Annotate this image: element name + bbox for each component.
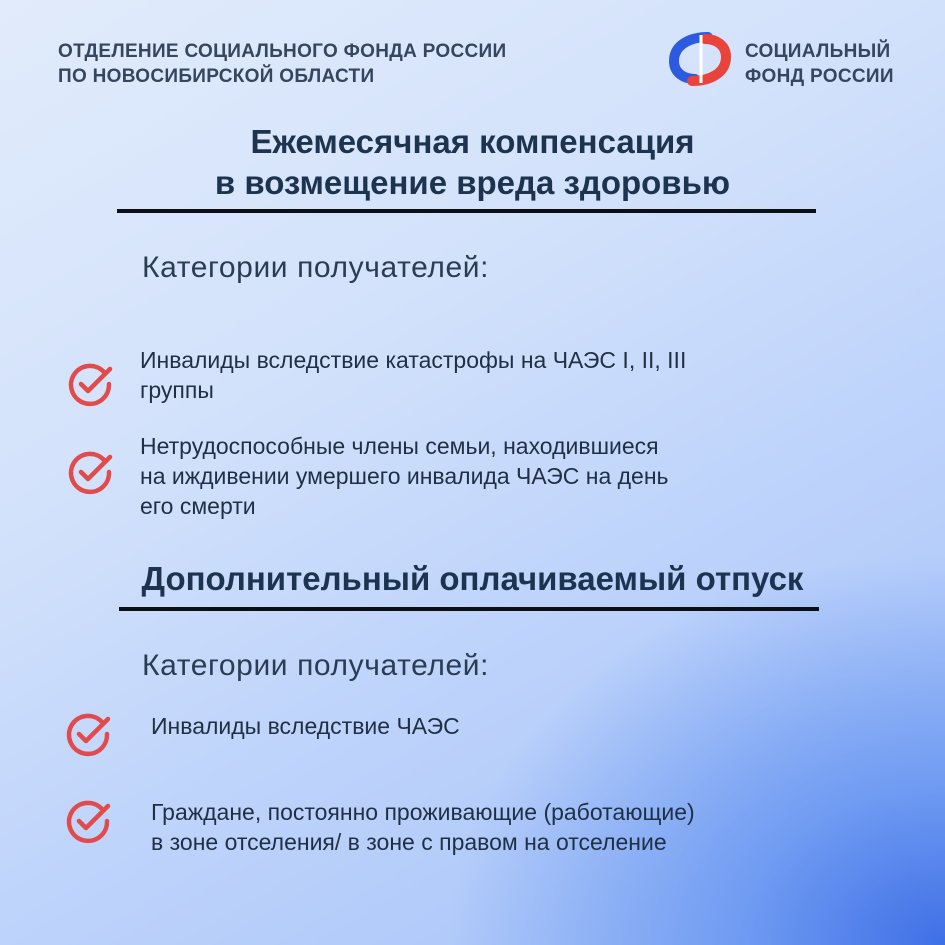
section1-category-label: Категории получателей: (142, 251, 490, 284)
section2-divider (119, 607, 819, 611)
list-item-line: на иждивении умершего инвалида ЧАЭС на день (140, 463, 669, 489)
organization-name-line2: ПО НОВОСИБИРСКОЙ ОБЛАСТИ (58, 66, 375, 87)
check-circle-icon (66, 448, 114, 496)
logo-text (745, 39, 894, 89)
list-item-line: Инвалиды вследствие ЧАЭС (151, 713, 460, 739)
list-item-line: Граждане, постоянно проживающие (работающие) (151, 799, 695, 825)
check-circle-icon (64, 710, 112, 758)
check-circle-icon (64, 797, 112, 845)
list-item-line: его смерти (140, 493, 256, 519)
list-item-text (140, 345, 686, 405)
list-item-line: Нетрудоспособные члены семьи, находившиеся (140, 433, 659, 459)
logo-text-line1: СОЦИАЛЬНЫЙ (745, 41, 891, 62)
list-item-text (151, 711, 460, 741)
check-circle-icon (66, 360, 114, 408)
list-item-text (140, 431, 669, 521)
section1-title-line1: Ежемесячная компенсация (250, 123, 695, 160)
list-item-line: Инвалиды вследствие катастрофы на ЧАЭС I, II, III (140, 347, 687, 373)
sfr-logo-icon (668, 31, 732, 87)
organization-name-line1: ОТДЕЛЕНИЕ СОЦИАЛЬНОГО ФОНДА РОССИИ (58, 41, 507, 62)
list-item-text (151, 797, 695, 857)
list-item-line: группы (140, 377, 214, 403)
section2-category-label: Категории получателей: (142, 649, 490, 682)
section1-title-line2: в возмещение вреда здоровью (214, 164, 731, 201)
section2-title: Дополнительный оплачиваемый отпуск (141, 560, 804, 597)
logo-text-line2: ФОНД РОССИИ (745, 66, 894, 87)
section1-divider (117, 209, 816, 213)
organization-name (58, 39, 506, 89)
section1-title (0, 121, 945, 203)
list-item-line: в зоне отселения/ в зоне с правом на отселение (151, 829, 667, 855)
